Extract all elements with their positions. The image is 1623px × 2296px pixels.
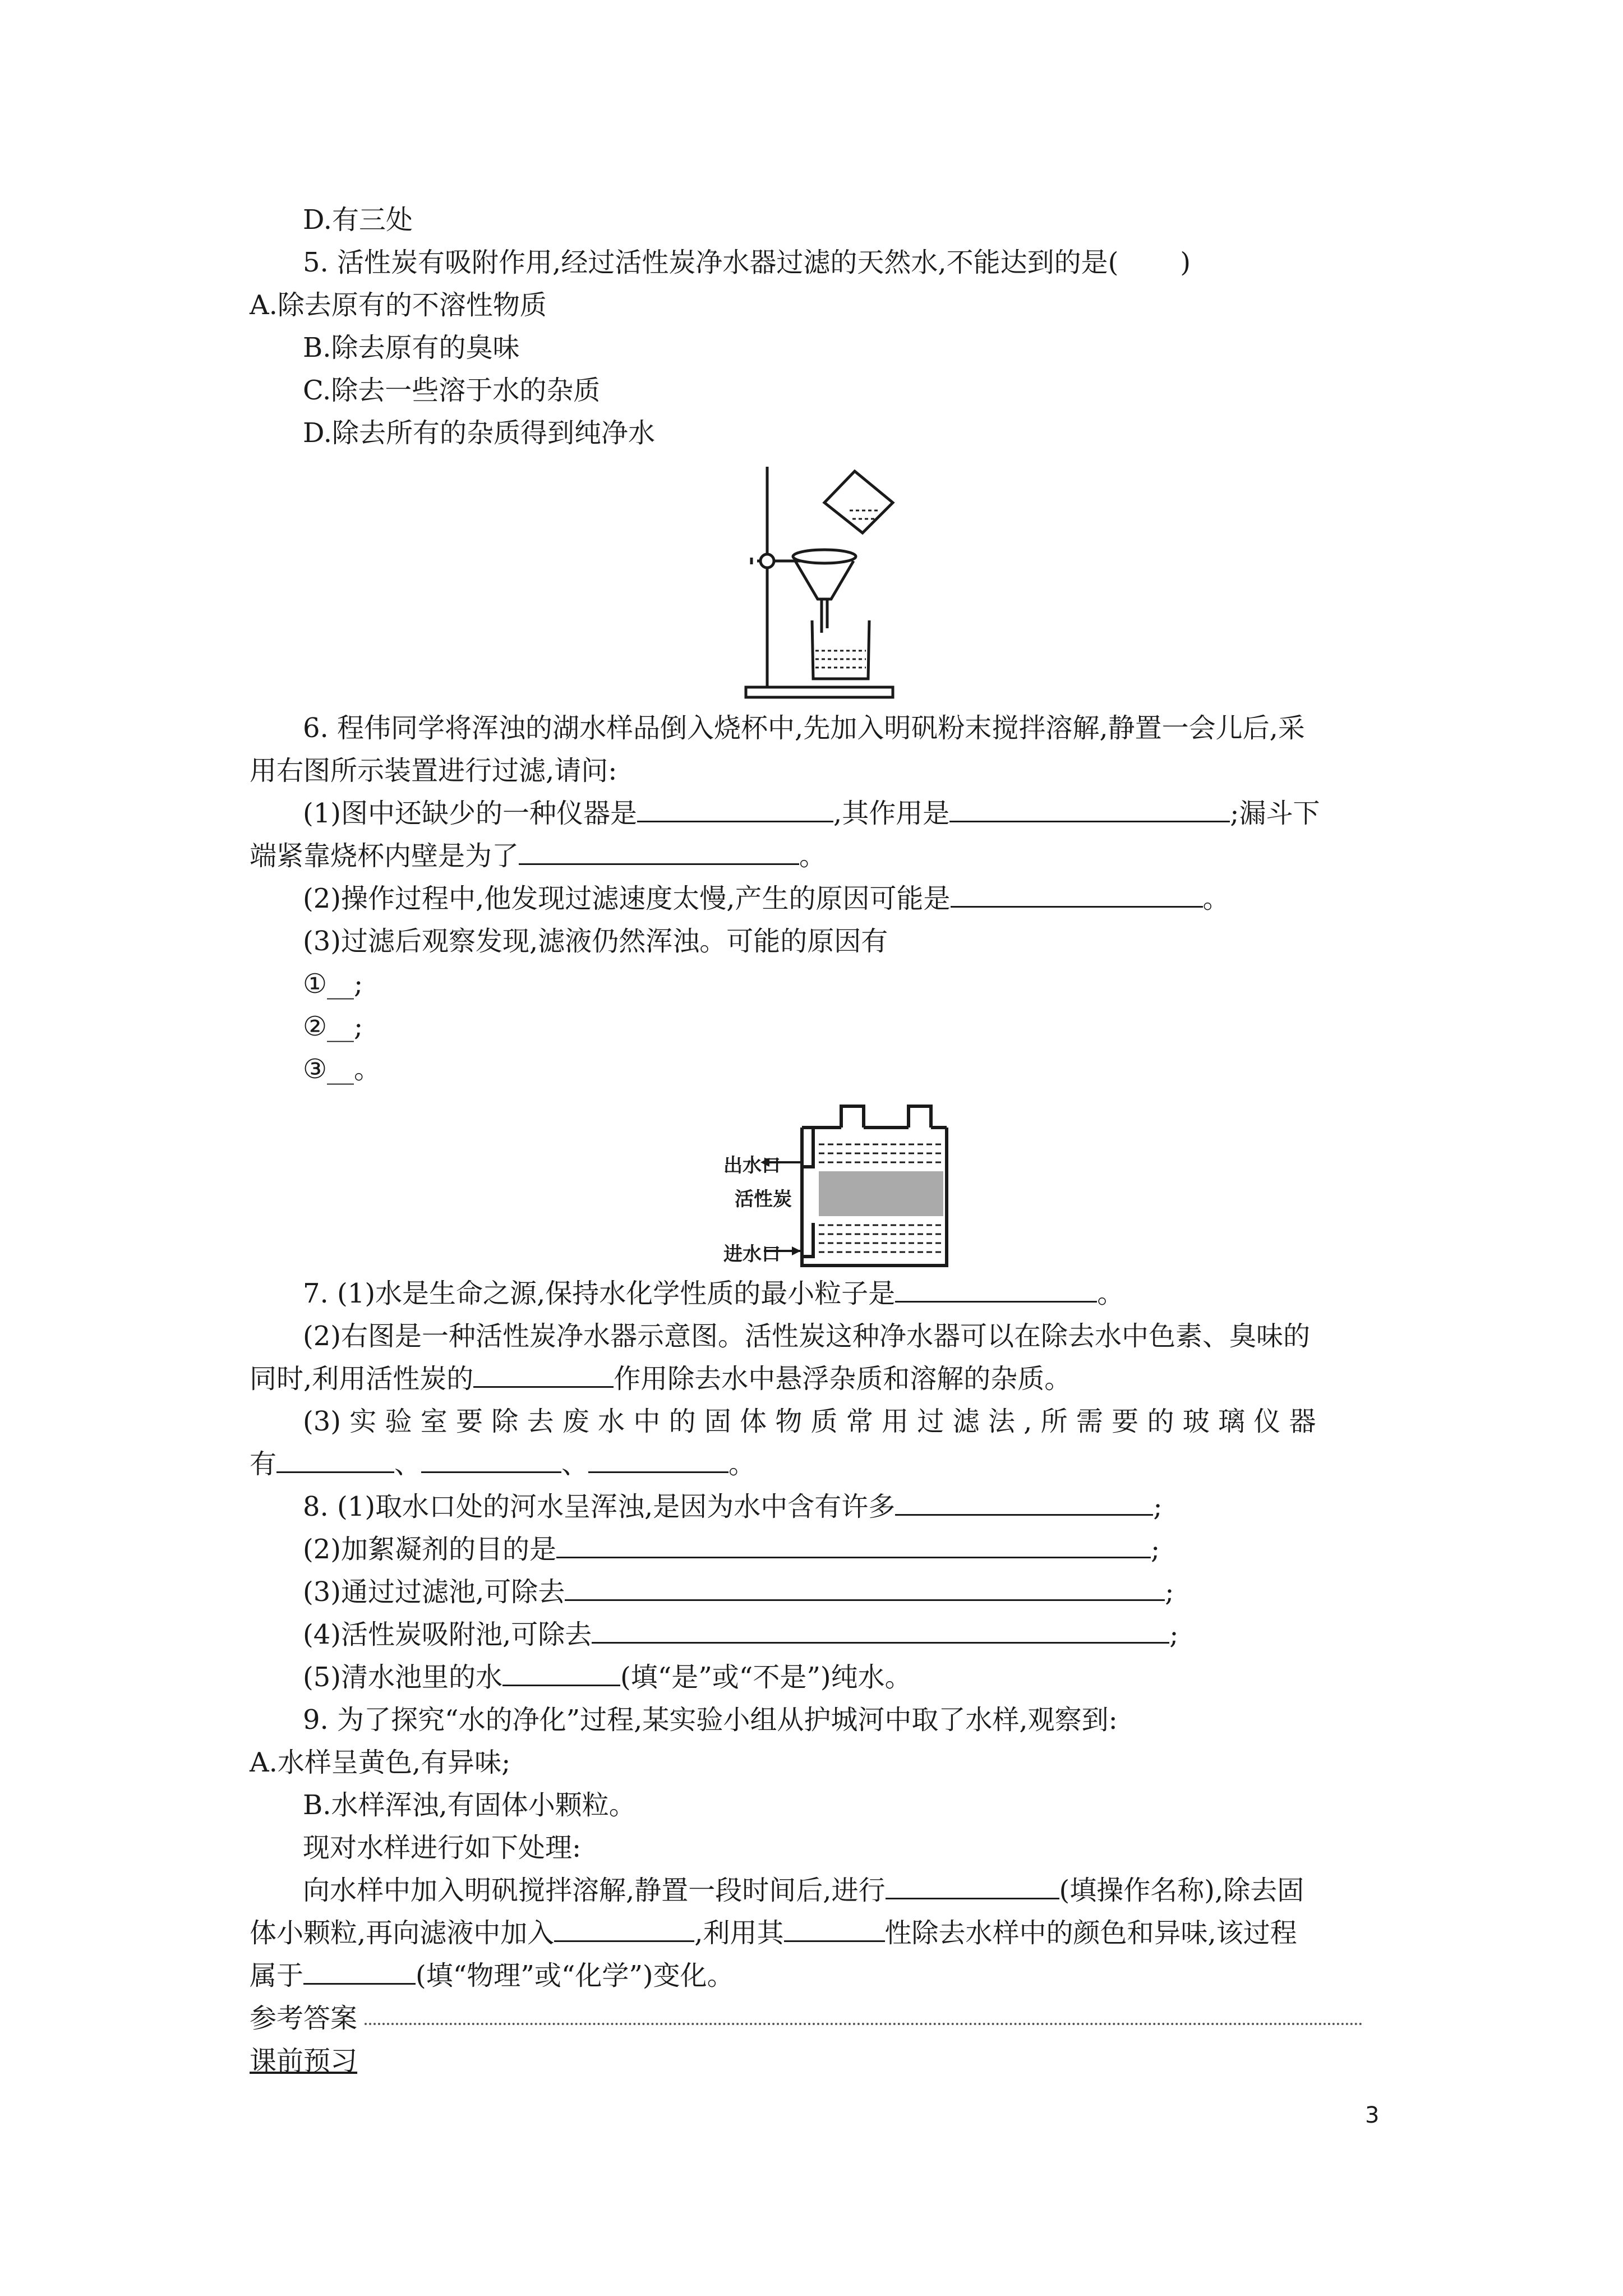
q6-p1-text-e: 。	[799, 840, 827, 872]
q6-p1-text-c: ;漏斗下	[1230, 798, 1320, 829]
q6-p2-text-a: (2)操作过程中,他发现过滤速度太慢,产生的原因可能是	[303, 883, 951, 914]
q5-stem	[303, 246, 1191, 279]
q8-turbidity-blank[interactable]	[895, 1492, 1153, 1516]
q8-p3-text: (3)通过过滤池,可除去	[303, 1576, 565, 1608]
q6-part1-line2	[250, 839, 826, 873]
q6-part3: (3)过滤后观察发现,滤液仍然浑浊。可能的原因有	[303, 926, 888, 957]
answers-subtitle: 课前预习	[250, 2045, 358, 2077]
q7-p1-text-b: 。	[1097, 1278, 1124, 1309]
q7-p3-sep-2: 、	[561, 1448, 589, 1480]
q9-treatment-line1	[303, 1874, 1304, 1907]
q5-stem-close: )	[1180, 247, 1191, 278]
activated-carbon-label: 活性炭	[735, 1188, 792, 1211]
q5-stem-text: 5. 活性炭有吸附作用,经过活性炭净水器过滤的天然水,不能达到的是(	[303, 247, 1119, 278]
q6-part2	[303, 882, 1230, 915]
q9-treatment-line3	[250, 1959, 734, 1993]
q8-filter-pool-blank[interactable]	[565, 1577, 1165, 1601]
q9-observation-a: A.水样呈黄色,有异味;	[250, 1747, 511, 1778]
q8-part1	[303, 1490, 1162, 1524]
q7-glassware-blank-1[interactable]	[276, 1449, 394, 1473]
q8-part4	[303, 1618, 1178, 1651]
q8-p5-text-b: (填“是”或“不是”)纯水。	[620, 1662, 912, 1693]
answers-dotted-rule	[365, 2023, 1363, 2025]
q7-part3-line2	[250, 1447, 755, 1481]
q7-p1-text-a: 7. (1)水是生命之源,保持水化学性质的最小粒子是	[303, 1278, 896, 1309]
q9-d-text-a: 向水样中加入明矾搅拌溶解,静置一段时间后,进行	[303, 1875, 886, 1906]
answers-title: 参考答案	[250, 2003, 358, 2034]
q8-carbon-pool-blank[interactable]	[592, 1619, 1169, 1644]
q6-funnel-reason-blank[interactable]	[519, 841, 799, 865]
q8-p4-semi: ;	[1169, 1619, 1179, 1650]
q7-p3-end: 。	[728, 1448, 756, 1480]
q9-additive-blank[interactable]	[554, 1918, 694, 1942]
q8-p4-text: (4)活性炭吸附池,可除去	[303, 1619, 592, 1650]
q8-p5-text-a: (5)清水池里的水	[303, 1662, 502, 1693]
q6-missing-instrument-blank[interactable]	[637, 798, 833, 822]
q9-treatment-line2	[250, 1916, 1297, 1950]
q8-p3-semi: ;	[1165, 1576, 1174, 1608]
q9-f-text-a: 属于	[250, 1960, 304, 1991]
q6-instrument-use-blank[interactable]	[949, 798, 1230, 822]
q6-p1-text-a: (1)图中还缺少的一种仪器是	[303, 798, 637, 829]
q9-e-text-b: ,利用其	[694, 1917, 784, 1949]
q7-p2-text-c: 作用除去水中悬浮杂质和溶解的杂质。	[614, 1363, 1072, 1395]
q4-option-d: D.有三处	[303, 204, 413, 236]
q9-treatment-intro: 现对水样进行如下处理:	[303, 1832, 582, 1864]
q9-observation-b: B.水样浑浊,有固体小颗粒。	[303, 1789, 636, 1821]
inlet-label: 进水口	[723, 1243, 781, 1266]
q9-change-type-blank[interactable]	[303, 1961, 416, 1985]
q6-reason-3: ③__。	[303, 1053, 381, 1085]
q7-p3-sep-1: 、	[394, 1448, 422, 1480]
q6-reason-2: ②__;	[303, 1011, 363, 1042]
q8-p2-text: (2)加絮凝剂的目的是	[303, 1534, 556, 1565]
q8-pure-water-blank[interactable]	[502, 1662, 620, 1686]
q9-operation-blank[interactable]	[886, 1875, 1059, 1899]
q7-p2-text-b: 同时,利用活性炭的	[250, 1363, 474, 1395]
q6-p1-text-d: 端紧靠烧杯内壁是为了	[250, 840, 519, 872]
q7-particle-blank[interactable]	[895, 1278, 1097, 1303]
q5-option-b: B.除去原有的臭味	[303, 332, 520, 364]
q7-part1	[303, 1277, 1124, 1310]
q9-e-text-a: 体小颗粒,再向滤液中加入	[250, 1917, 555, 1949]
q6-line2: 用右图所示装置进行过滤,请问:	[250, 755, 617, 786]
q7-p3-text-b: 有	[250, 1448, 277, 1480]
filtration-apparatus-figure	[740, 466, 909, 701]
q8-p1-text: 8. (1)取水口处的河水呈浑浊,是因为水中含有许多	[303, 1491, 896, 1522]
q5-option-d: D.除去所有的杂质得到纯净水	[303, 417, 656, 449]
q8-part2	[303, 1533, 1160, 1566]
q5-option-c: C.除去一些溶于水的杂质	[303, 375, 601, 406]
q8-part5	[303, 1660, 912, 1694]
q8-p2-semi: ;	[1151, 1534, 1160, 1565]
q9-e-text-c: 性除去水样中的颜色和异味,该过程	[884, 1917, 1297, 1949]
q6-slow-reason-blank[interactable]	[951, 884, 1203, 908]
q9-d-text-b: (填操作名称),除去固	[1059, 1875, 1304, 1906]
q7-part2-line2	[250, 1362, 1071, 1396]
q9-property-blank[interactable]	[784, 1918, 885, 1942]
page-number: 3	[1365, 2102, 1380, 2128]
q8-part3	[303, 1575, 1174, 1609]
q9-line1: 9. 为了探究“水的净化”过程,某实验小组从护城河中取了水样,观察到:	[303, 1704, 1118, 1736]
q6-p2-text-b: 。	[1202, 883, 1230, 914]
q6-line1: 6. 程伟同学将浑浊的湖水样品倒入烧杯中,先加入明矾粉末搅拌溶解,静置一会儿后,采	[303, 712, 1305, 744]
q7-carbon-action-blank[interactable]	[473, 1364, 614, 1388]
q7-glassware-blank-2[interactable]	[421, 1449, 561, 1473]
q9-f-text-b: (填“物理”或“化学”)变化。	[416, 1960, 734, 1991]
q7-glassware-blank-3[interactable]	[588, 1449, 728, 1473]
q6-p1-text-b: ,其作用是	[833, 798, 950, 829]
q6-part1-line1	[303, 797, 1320, 830]
q7-part3-line1: (3) 实 验 室 要 除 去 废 水 中 的 固 体 物 质 常 用 过 滤 法 , 所 需 要 的 玻 璃 仪 器	[303, 1406, 1316, 1437]
outlet-label: 出水口	[723, 1154, 781, 1177]
q6-reason-1: ①__;	[303, 968, 363, 1000]
carbon-purifier-figure	[723, 1099, 959, 1268]
q5-option-a: A.除去原有的不溶性物质	[250, 289, 547, 321]
q7-part2-line1: (2)右图是一种活性炭净水器示意图。活性炭这种净水器可以在除去水中色素、臭味的	[303, 1320, 1310, 1352]
q8-p1-semi: ;	[1153, 1491, 1163, 1522]
q8-flocculant-blank[interactable]	[556, 1534, 1151, 1558]
